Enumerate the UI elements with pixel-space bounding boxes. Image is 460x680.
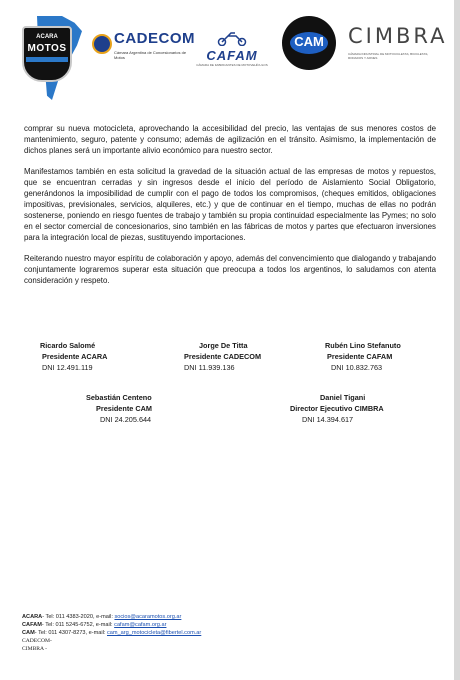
- email-link[interactable]: cafam@cafam.org.ar: [114, 622, 167, 628]
- signer-dni: DNI 11.939.136: [184, 363, 235, 372]
- signature-block: [325, 340, 401, 373]
- footer-line-cam: [22, 629, 201, 637]
- footer-org: ACARA: [22, 614, 43, 620]
- signer-dni: DNI 14.394.617: [302, 415, 354, 424]
- signer-name: Daniel Tigani: [320, 393, 366, 402]
- signature-block: [184, 340, 261, 373]
- signer-name: Jorge De Titta: [199, 341, 248, 350]
- cadecom-logo: [92, 30, 195, 74]
- footer-line-acara: [22, 613, 201, 621]
- signer-name: Rubén Lino Stefanuto: [325, 341, 401, 350]
- signature-block: [86, 392, 152, 425]
- motorcycle-icon: [216, 32, 248, 46]
- signer-dni: DNI 12.491.119: [42, 363, 93, 372]
- cam-logo-name: CAM: [294, 34, 324, 49]
- acara-logo-bar: [26, 57, 68, 62]
- signer-name: Ricardo Salomé: [40, 341, 96, 350]
- footer-line-cadecom: CADECOM-: [22, 638, 52, 644]
- signer-title: Presidente CAM: [96, 404, 152, 413]
- cafam-logo: [196, 32, 268, 72]
- footer-line-cimbra: CIMBRA -: [22, 646, 48, 652]
- cam-logo: [282, 16, 338, 76]
- paragraph: comprar su nueva motocicleta, aprovechando la accesibilidad del precio, las ventajas de sus menores costos de mantenimiento, seguro, patente y consumo; además de agilización en el tránsito. Asimismo, la implementación de dichos planes será un importante alivio económico para nuestro sector.: [24, 124, 436, 155]
- cafam-logo-name: CAFAM: [206, 48, 258, 63]
- footer-text: - Tel: 011 4383-2020, e-mail:: [42, 614, 115, 620]
- cadecom-emblem-icon: [92, 34, 112, 54]
- paragraph: Reiterando nuestro mayor espíritu de colaboración y apoyo, además del convencimiento que dialogando y trabajando conjuntamente lograremos superar esta situación que preocupa a todos los argentinos, lo saludamos con atenta consideración y respeto.: [24, 254, 436, 285]
- cadecom-logo-subtitle: Cámara Argentina de Concesionarios de Motos: [114, 50, 187, 60]
- signer-title: Presidente CADECOM: [184, 352, 262, 361]
- footer-text: - Tel: 011 4307-8273, e-mail:: [34, 630, 107, 636]
- paragraph: Manifestamos también en esta solicitud la gravedad de la situación actual de las empresas de motos y repuestos, que se encuentran cerradas y sin ingresos desde el inicio del período de Aislamiento Social Obligatorio, generándonos la imposibilidad de cumplir con el pago de todos los compromisos, (cheques emitidos, obligaciones impositivas, previsionales, servicios, alquileres, etc.) y que de continuar en el tiempo, muchas de ellas no podrán sostenerse, poniendo en riesgo fuentes de trabajo y también su propia continuidad especialmente las Pymes; no solo en el sector comercial de concesionarios, sino también en las fábricas de motos y partes que efectuaron inversiones para la integración local de piezas, sustituyendo importaciones.: [24, 167, 436, 242]
- acara-logo-motos-text: MOTOS: [27, 43, 67, 54]
- header-logos: [0, 10, 454, 100]
- cimbra-logo: [348, 20, 448, 76]
- cimbra-logo-name: CIMBRA: [348, 24, 448, 48]
- cimbra-logo-subtitle: CÁMARA INDUSTRIAL DE MOTOCICLETAS, BICICLETAS, RODADOS Y AFINES: [348, 52, 429, 60]
- footer-text: - Tel: 011 5245-6752, e-mail:: [41, 622, 115, 628]
- cafam-logo-subtitle: CÁMARA DE FABRICANTES DE MOTOVEHÍCULOS: [196, 63, 268, 67]
- signer-name: Sebastián Centeno: [86, 393, 152, 402]
- cadecom-logo-name: CADECOM: [114, 30, 195, 47]
- footer-org: CAM: [22, 630, 35, 636]
- signer-title: Presidente CAFAM: [327, 352, 393, 361]
- letter-body: [24, 123, 436, 296]
- footer-org: CAFAM: [22, 622, 42, 628]
- acara-logo: [22, 14, 82, 100]
- signature-block: [40, 340, 107, 373]
- signer-title: Presidente ACARA: [42, 352, 108, 361]
- signer-dni: DNI 10.832.763: [331, 363, 383, 372]
- signer-dni: DNI 24.205.644: [100, 415, 152, 424]
- signer-title: Director Ejecutivo CIMBRA: [290, 404, 384, 413]
- email-link[interactable]: socios@acaramotos.org.ar: [114, 614, 182, 620]
- acara-logo-text: ACARA: [36, 34, 58, 40]
- signature-block: [290, 392, 384, 425]
- footer-contacts: [22, 613, 201, 653]
- viewer-scrollbar[interactable]: [454, 0, 460, 680]
- footer-line-cafam: [22, 621, 201, 629]
- email-link[interactable]: cam_arg_motocicleta@fibertel.com.ar: [107, 630, 202, 636]
